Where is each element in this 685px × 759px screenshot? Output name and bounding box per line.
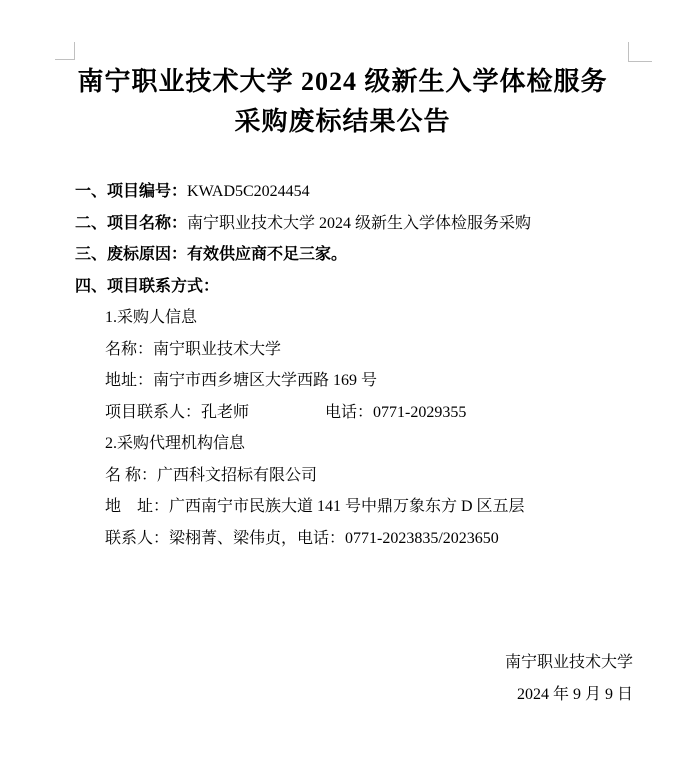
purchaser-heading: 1.采购人信息 [105,309,198,326]
margin-crop-mark-top-right [628,42,652,62]
document-title-line2: 采购废标结果公告 [234,107,451,136]
margin-crop-mark-top-left [55,42,75,60]
item-contact-info [0,271,685,303]
signature-block [0,647,685,710]
item-project-number-label: 一、项目编号： [75,183,188,200]
item-project-name-label: 二、项目名称： [75,214,188,232]
item-contact-info-label: 四、项目联系方式： [75,277,220,295]
purchaser-name: 名称：南宁职业技术大学 [105,340,282,358]
item-project-name [0,208,685,240]
signature-date: 2024 年 9 月 9 日 [516,685,633,703]
agency-heading: 2.采购代理机构信息 [105,435,246,452]
purchaser-contact-line [0,397,685,429]
agency-name: 名 称：广西科文招标有限公司 [105,466,318,484]
item-cancellation-reason [0,239,685,271]
signature-org: 南宁职业技术大学 [504,654,633,671]
agency-address: 地 址：广西南宁市民族大道 141 号中鼎万象东方 D 区五层 [105,498,525,515]
purchaser-address: 地址：南宁市西乡塘区大学西路 169 号 [105,372,378,389]
document-title-line1: 南宁职业技术大学 2024 级新生入学体检服务 [77,67,608,96]
document-body [0,176,685,554]
item-cancellation-reason-label: 三、废标原因： [75,246,188,263]
item-project-name-value: 南宁职业技术大学 2024 级新生入学体检服务采购 [187,214,532,232]
item-cancellation-reason-value: 有效供应商不足三家。 [187,246,348,263]
agency-contact: 联系人：梁栩菁、梁伟贞，电话：0771-2023835/2023650 [105,529,499,547]
purchaser-phone: 电话：0771-2029355 [325,403,467,421]
item-project-number [0,176,685,208]
purchaser-contact: 项目联系人：孔老师 [105,403,250,421]
document-title [0,0,685,142]
item-project-number-value: KWAD5C2024454 [187,183,310,200]
